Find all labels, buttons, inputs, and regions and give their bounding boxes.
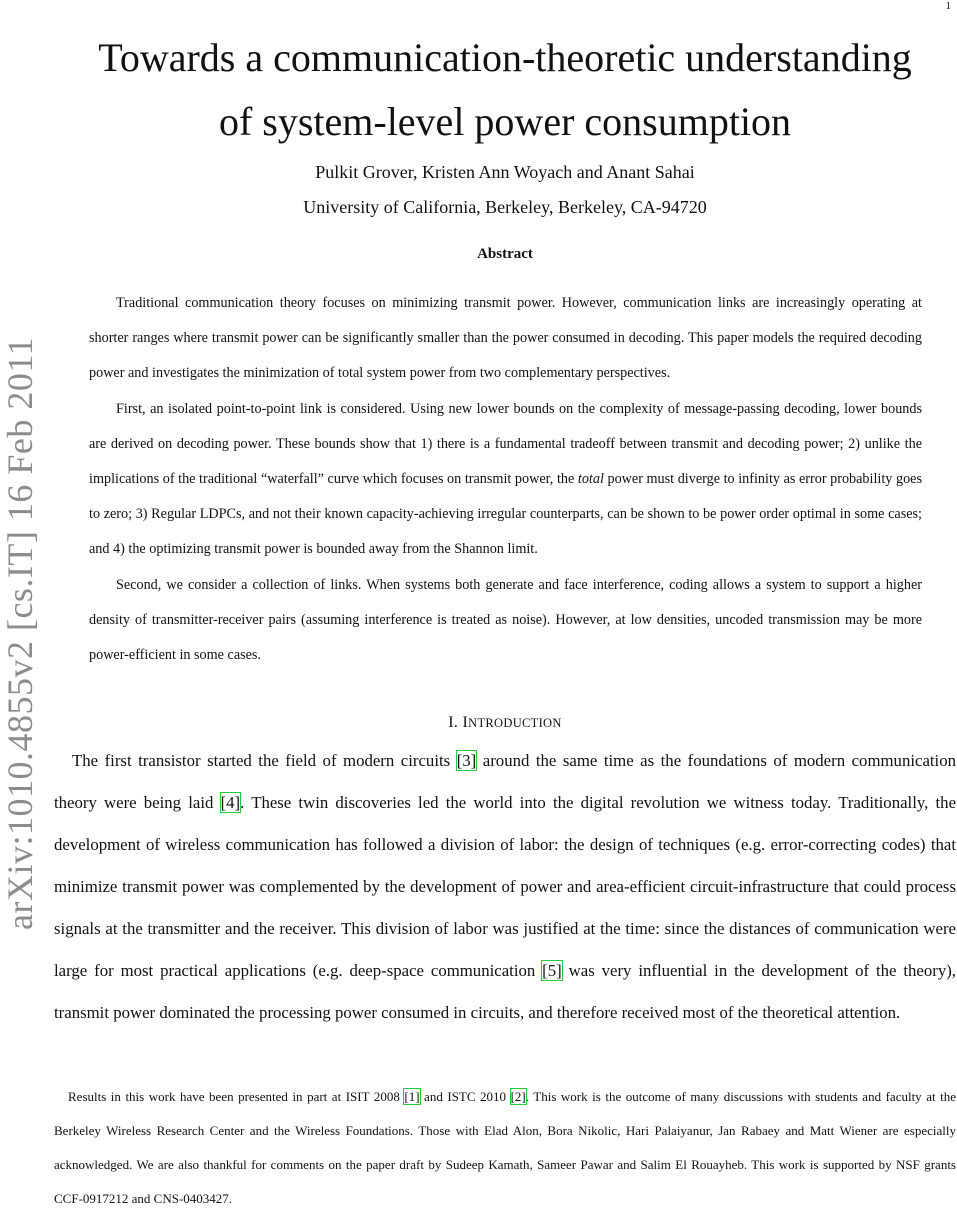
footnote-text-2: and ISTC 2010 [419, 1089, 511, 1104]
page-number: 1 [945, 0, 951, 12]
intro-paragraph [54, 740, 956, 1034]
intro-text-3: . These twin discoveries led the world into the digital revolution we witness today. Traditionally, the development of wireless communication has followed a division of labor: the design of techniques (e.g. error-correcting codes) that minimize transmit power was complemented by the development of power and area-efficient circuit-infrastructure that could process signals at the transmitter and the receiver. This division of labor was justified at the time: since the distances of communication were large for most practical applications (e.g. deep-space communication [54, 793, 957, 980]
citation-link-3[interactable]: [3] [456, 751, 477, 770]
title-line-1: Towards a communication-theoretic understanding [98, 35, 912, 80]
abstract-paragraph-1: Traditional communication theory focuses on minimizing transmit power. However, communication links are increasingly operating at shorter ranges where transmit power can be significantly smaller than the power consumed in decoding. This paper models the required decoding power and investigates the minimization of total system power from two complementary perspectives. [89, 295, 922, 382]
abstract-p2-emphasis: total [577, 471, 604, 488]
citation-link-2[interactable]: [2] [510, 1089, 526, 1104]
affiliation: University of California, Berkeley, Berkeley, CA-94720 [303, 197, 707, 217]
abstract-paragraph-3: Second, we consider a collection of links. When systems both generate and face interference, coding allows a system to support a higher density of transmitter-receiver pairs (assuming interference is treated as noise). However, at low densities, uncoded transmission may be more power-efficient in some cases. [89, 576, 922, 664]
section-heading-introduction: I. INTRODUCTION [448, 714, 562, 731]
footnote-paragraph [54, 1080, 956, 1216]
title-line-2: of system-level power consumption [218, 99, 792, 144]
abstract-body [89, 286, 922, 673]
footnote-text-1: Results in this work have been presented in part at ISIT 2008 [68, 1089, 405, 1104]
intro-text-4: was very influential in the development of the theory), transmit power dominated the processing power consumed in circuits, and therefore received most of the theoretical attention. [54, 961, 956, 1022]
abstract-heading: Abstract [477, 246, 533, 262]
abstract-p2-text-b: power must diverge to infinity as error probability goes to zero; 3) Regular LDPCs, and not their known capacity-achieving irregular counterparts, can be shown to be power order optimal in some cases; and 4) the optimizing transmit power is bounded away from the Shannon limit. [89, 471, 922, 558]
citation-link-5[interactable]: [5] [542, 961, 562, 980]
introduction-body [54, 740, 956, 1034]
paper-title [50, 26, 957, 154]
footnote-text-3: . This work is the outcome of many discussions with students and faculty at the Berkeley Wireless Research Center and the Wireless Foundations. Those with Elad Alon, Bora Nikolic, Hari Palaiyanur, Jan Rabaey and Matt Wiener are especially acknowledged. We are also thankful for comments on the paper draft by Sudeep Kamath, Sameer Pawar and Salim El Rouayheb. This work is supported by NSF grants CCF-0917212 and CNS-0403427. [54, 1089, 956, 1206]
arxiv-stamp: arXiv:1010.4855v2 [cs.IT] 16 Feb 2011 [0, 336, 40, 930]
citation-link-1[interactable]: [1] [404, 1089, 420, 1104]
citation-link-4[interactable]: [4] [220, 793, 241, 812]
abstract-p2-text-a: First, an isolated point-to-point link is considered. Using new lower bounds on the complexity of message-passing decoding, lower bounds are derived on decoding power. These bounds show that 1) there is a fundamental tradeoff between transmit and decoding power; 2) unlike the implications of the traditional “waterfall” curve which focuses on transmit power, the [89, 400, 922, 488]
intro-text-2: around the same time as the foundations of modern communication theory were being laid [54, 751, 956, 812]
authors: Pulkit Grover, Kristen Ann Woyach and Anant Sahai [315, 162, 695, 182]
abstract-paragraph-2 [89, 392, 922, 568]
intro-text-1: The first transistor started the field of modern circuits [72, 751, 457, 770]
footnote [54, 1080, 956, 1216]
